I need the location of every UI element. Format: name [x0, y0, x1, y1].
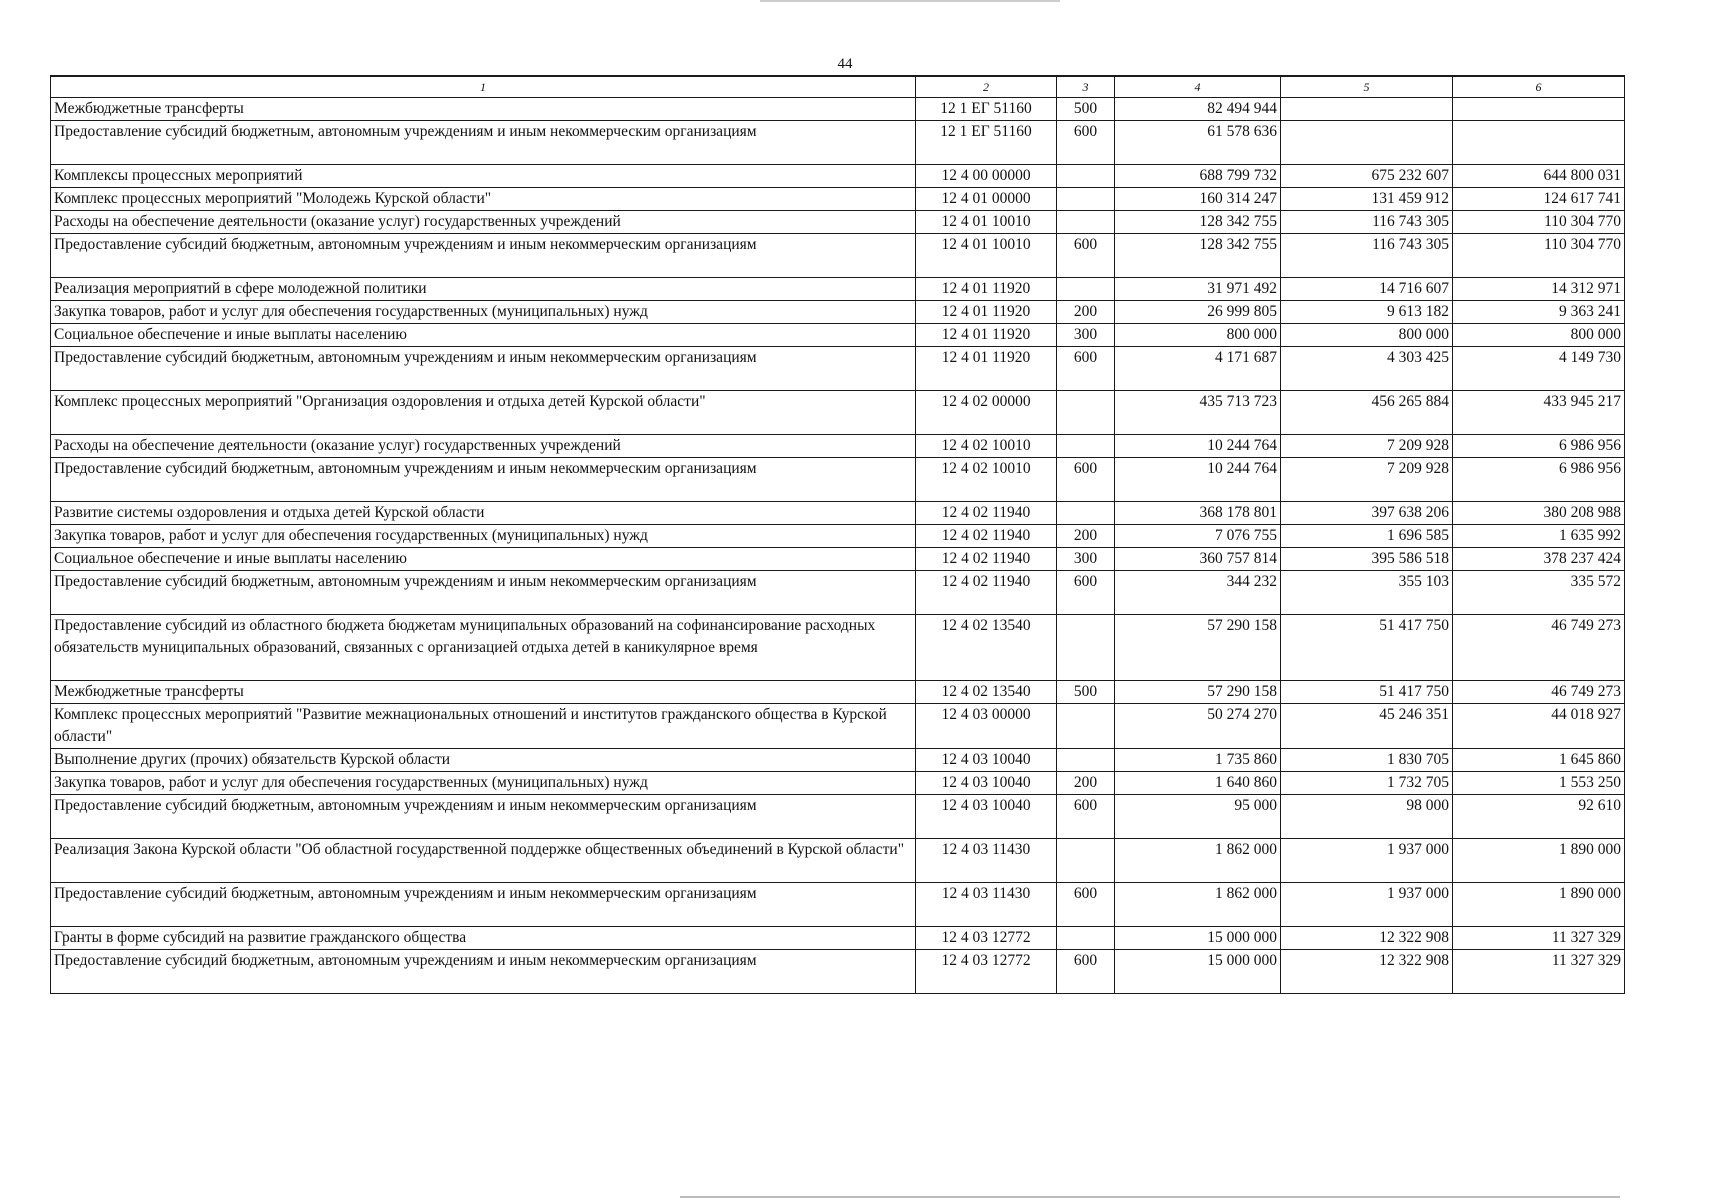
row-expense-type-cell: [1057, 391, 1115, 435]
table-row: [51, 98, 1625, 121]
row-code-cell: 12 4 02 00000: [916, 391, 1057, 435]
table-row: [51, 165, 1625, 188]
row-name-cell: Выполнение других (прочих) обязательств Курской области: [51, 749, 916, 772]
row-expense-type-cell: [1057, 165, 1115, 188]
row-value-col6-cell: 1 553 250: [1453, 772, 1625, 795]
row-value-col4-cell: 1 862 000: [1115, 883, 1281, 927]
row-expense-type-cell: [1057, 927, 1115, 950]
row-name-cell: Предоставление субсидий бюджетным, автономным учреждениям и иным некоммерческим организациям: [51, 121, 916, 165]
table-row: [51, 927, 1625, 950]
table-row: [51, 278, 1625, 301]
row-expense-type-cell: 600: [1057, 121, 1115, 165]
row-value-col5-cell: 116 743 305: [1281, 234, 1453, 278]
row-value-col5-cell: 9 613 182: [1281, 301, 1453, 324]
table-row: [51, 502, 1625, 525]
row-value-col6-cell: 11 327 329: [1453, 950, 1625, 994]
row-value-col6-cell: [1453, 98, 1625, 121]
row-code-cell: 12 1 ЕГ 51160: [916, 121, 1057, 165]
table-row: [51, 211, 1625, 234]
row-code-cell: 12 4 01 11920: [916, 324, 1057, 347]
row-name-cell: Социальное обеспечение и иные выплаты населению: [51, 324, 916, 347]
row-code-cell: 12 4 03 11430: [916, 883, 1057, 927]
row-value-col4-cell: 1 640 860: [1115, 772, 1281, 795]
row-code-cell: 12 1 ЕГ 51160: [916, 98, 1057, 121]
row-value-col6-cell: 46 749 273: [1453, 681, 1625, 704]
table-row: [51, 121, 1625, 165]
row-value-col4-cell: 57 290 158: [1115, 615, 1281, 681]
table-row: [51, 347, 1625, 391]
row-value-col5-cell: 1 830 705: [1281, 749, 1453, 772]
row-value-col6-cell: 11 327 329: [1453, 927, 1625, 950]
table-row: [51, 704, 1625, 749]
table-row: [51, 234, 1625, 278]
row-value-col6-cell: 800 000: [1453, 324, 1625, 347]
column-header: 4: [1115, 76, 1281, 98]
row-expense-type-cell: [1057, 839, 1115, 883]
row-value-col4-cell: 368 178 801: [1115, 502, 1281, 525]
row-value-col4-cell: 26 999 805: [1115, 301, 1281, 324]
row-code-cell: 12 4 03 10040: [916, 749, 1057, 772]
row-expense-type-cell: [1057, 615, 1115, 681]
row-value-col5-cell: 1 937 000: [1281, 839, 1453, 883]
table-row: [51, 571, 1625, 615]
row-value-col4-cell: 128 342 755: [1115, 234, 1281, 278]
row-code-cell: 12 4 00 00000: [916, 165, 1057, 188]
row-value-col6-cell: [1453, 121, 1625, 165]
row-expense-type-cell: 500: [1057, 681, 1115, 704]
row-name-cell: Комплекс процессных мероприятий "Развитие межнациональных отношений и институтов гражданского общества в Курской области": [51, 704, 916, 749]
row-value-col6-cell: 44 018 927: [1453, 704, 1625, 749]
table-row: [51, 615, 1625, 681]
row-expense-type-cell: [1057, 278, 1115, 301]
table-row: [51, 883, 1625, 927]
row-value-col4-cell: 61 578 636: [1115, 121, 1281, 165]
row-expense-type-cell: 600: [1057, 795, 1115, 839]
row-value-col5-cell: [1281, 98, 1453, 121]
row-code-cell: 12 4 01 11920: [916, 301, 1057, 324]
table-row: [51, 772, 1625, 795]
row-value-col5-cell: 1 696 585: [1281, 525, 1453, 548]
row-expense-type-cell: 600: [1057, 234, 1115, 278]
budget-table: [50, 75, 1625, 994]
row-value-col5-cell: 131 459 912: [1281, 188, 1453, 211]
row-code-cell: 12 4 03 00000: [916, 704, 1057, 749]
row-name-cell: Реализация Закона Курской области "Об областной государственной поддержке общественных объединений в Курской области": [51, 839, 916, 883]
row-value-col6-cell: 14 312 971: [1453, 278, 1625, 301]
row-expense-type-cell: [1057, 502, 1115, 525]
row-code-cell: 12 4 02 11940: [916, 548, 1057, 571]
row-code-cell: 12 4 01 10010: [916, 234, 1057, 278]
row-value-col4-cell: 160 314 247: [1115, 188, 1281, 211]
row-value-col4-cell: 688 799 732: [1115, 165, 1281, 188]
row-expense-type-cell: 600: [1057, 950, 1115, 994]
table-row: [51, 435, 1625, 458]
row-value-col4-cell: 10 244 764: [1115, 435, 1281, 458]
row-code-cell: 12 4 02 13540: [916, 681, 1057, 704]
row-expense-type-cell: [1057, 435, 1115, 458]
row-code-cell: 12 4 02 10010: [916, 435, 1057, 458]
row-value-col6-cell: 110 304 770: [1453, 211, 1625, 234]
row-name-cell: Социальное обеспечение и иные выплаты населению: [51, 548, 916, 571]
row-code-cell: 12 4 03 10040: [916, 772, 1057, 795]
table-row: [51, 301, 1625, 324]
row-value-col5-cell: [1281, 121, 1453, 165]
row-expense-type-cell: [1057, 749, 1115, 772]
table-row: [51, 950, 1625, 994]
row-name-cell: Расходы на обеспечение деятельности (оказание услуг) государственных учреждений: [51, 435, 916, 458]
row-name-cell: Предоставление субсидий бюджетным, автономным учреждениям и иным некоммерческим организациям: [51, 571, 916, 615]
row-value-col4-cell: 360 757 814: [1115, 548, 1281, 571]
row-value-col6-cell: 9 363 241: [1453, 301, 1625, 324]
column-header: 1: [51, 76, 916, 98]
row-name-cell: Предоставление субсидий бюджетным, автономным учреждениям и иным некоммерческим организациям: [51, 883, 916, 927]
row-value-col6-cell: 1 890 000: [1453, 883, 1625, 927]
row-name-cell: Предоставление субсидий бюджетным, автономным учреждениям и иным некоммерческим организациям: [51, 347, 916, 391]
row-code-cell: 12 4 01 11920: [916, 347, 1057, 391]
row-value-col5-cell: 355 103: [1281, 571, 1453, 615]
table-row: [51, 681, 1625, 704]
row-value-col4-cell: 800 000: [1115, 324, 1281, 347]
scan-edge-line: [760, 0, 1060, 2]
row-name-cell: Межбюджетные трансферты: [51, 98, 916, 121]
scan-edge-line: [680, 1196, 1620, 1198]
row-name-cell: Предоставление субсидий бюджетным, автономным учреждениям и иным некоммерческим организациям: [51, 950, 916, 994]
row-value-col5-cell: 675 232 607: [1281, 165, 1453, 188]
row-value-col6-cell: 4 149 730: [1453, 347, 1625, 391]
row-value-col6-cell: 644 800 031: [1453, 165, 1625, 188]
row-value-col6-cell: 433 945 217: [1453, 391, 1625, 435]
row-value-col4-cell: 4 171 687: [1115, 347, 1281, 391]
row-expense-type-cell: [1057, 704, 1115, 749]
row-value-col6-cell: 380 208 988: [1453, 502, 1625, 525]
row-expense-type-cell: 200: [1057, 301, 1115, 324]
table-body: [51, 98, 1625, 994]
row-value-col4-cell: 57 290 158: [1115, 681, 1281, 704]
row-value-col4-cell: 15 000 000: [1115, 950, 1281, 994]
column-header: 2: [916, 76, 1057, 98]
column-header: 6: [1453, 76, 1625, 98]
row-value-col4-cell: 1 862 000: [1115, 839, 1281, 883]
row-expense-type-cell: [1057, 188, 1115, 211]
row-code-cell: 12 4 02 13540: [916, 615, 1057, 681]
row-value-col6-cell: 6 986 956: [1453, 435, 1625, 458]
row-name-cell: Комплексы процессных мероприятий: [51, 165, 916, 188]
table-row: [51, 525, 1625, 548]
row-value-col4-cell: 128 342 755: [1115, 211, 1281, 234]
row-name-cell: Предоставление субсидий из областного бюджета бюджетам муниципальных образований на софинансирование расходных обязательств муниципальных образований, связанных с организацией отдыха детей в каникулярное время: [51, 615, 916, 681]
row-value-col6-cell: 110 304 770: [1453, 234, 1625, 278]
row-name-cell: Предоставление субсидий бюджетным, автономным учреждениям и иным некоммерческим организациям: [51, 795, 916, 839]
row-value-col4-cell: 15 000 000: [1115, 927, 1281, 950]
row-expense-type-cell: 600: [1057, 571, 1115, 615]
row-value-col4-cell: 344 232: [1115, 571, 1281, 615]
row-code-cell: 12 4 02 10010: [916, 458, 1057, 502]
row-value-col6-cell: 124 617 741: [1453, 188, 1625, 211]
row-value-col5-cell: 397 638 206: [1281, 502, 1453, 525]
row-value-col5-cell: 51 417 750: [1281, 615, 1453, 681]
row-name-cell: Гранты в форме субсидий на развитие гражданского общества: [51, 927, 916, 950]
row-name-cell: Предоставление субсидий бюджетным, автономным учреждениям и иным некоммерческим организациям: [51, 234, 916, 278]
row-value-col6-cell: 46 749 273: [1453, 615, 1625, 681]
row-value-col5-cell: 1 937 000: [1281, 883, 1453, 927]
row-name-cell: Развитие системы оздоровления и отдыха детей Курской области: [51, 502, 916, 525]
row-expense-type-cell: 600: [1057, 347, 1115, 391]
row-expense-type-cell: 600: [1057, 883, 1115, 927]
header-row: [51, 76, 1625, 98]
row-expense-type-cell: 500: [1057, 98, 1115, 121]
row-value-col6-cell: 1 890 000: [1453, 839, 1625, 883]
row-code-cell: 12 4 03 11430: [916, 839, 1057, 883]
row-value-col4-cell: 82 494 944: [1115, 98, 1281, 121]
row-value-col5-cell: 14 716 607: [1281, 278, 1453, 301]
row-name-cell: Комплекс процессных мероприятий "Молодежь Курской области": [51, 188, 916, 211]
table-row: [51, 458, 1625, 502]
table-row: [51, 839, 1625, 883]
row-code-cell: 12 4 03 12772: [916, 950, 1057, 994]
table-row: [51, 795, 1625, 839]
row-name-cell: Межбюджетные трансферты: [51, 681, 916, 704]
row-value-col4-cell: 31 971 492: [1115, 278, 1281, 301]
row-value-col5-cell: 395 586 518: [1281, 548, 1453, 571]
row-value-col6-cell: 378 237 424: [1453, 548, 1625, 571]
row-value-col4-cell: 50 274 270: [1115, 704, 1281, 749]
table-row: [51, 324, 1625, 347]
row-value-col4-cell: 7 076 755: [1115, 525, 1281, 548]
column-header: 5: [1281, 76, 1453, 98]
row-name-cell: Закупка товаров, работ и услуг для обеспечения государственных (муниципальных) нужд: [51, 772, 916, 795]
row-expense-type-cell: 300: [1057, 548, 1115, 571]
row-expense-type-cell: [1057, 211, 1115, 234]
row-value-col5-cell: 12 322 908: [1281, 927, 1453, 950]
row-value-col5-cell: 1 732 705: [1281, 772, 1453, 795]
row-value-col5-cell: 12 322 908: [1281, 950, 1453, 994]
row-name-cell: Реализация мероприятий в сфере молодежной политики: [51, 278, 916, 301]
row-value-col5-cell: 98 000: [1281, 795, 1453, 839]
row-expense-type-cell: 200: [1057, 525, 1115, 548]
row-code-cell: 12 4 02 11940: [916, 525, 1057, 548]
row-value-col5-cell: 51 417 750: [1281, 681, 1453, 704]
row-name-cell: Предоставление субсидий бюджетным, автономным учреждениям и иным некоммерческим организациям: [51, 458, 916, 502]
row-expense-type-cell: 300: [1057, 324, 1115, 347]
row-code-cell: 12 4 01 10010: [916, 211, 1057, 234]
row-name-cell: Расходы на обеспечение деятельности (оказание услуг) государственных учреждений: [51, 211, 916, 234]
row-value-col5-cell: 456 265 884: [1281, 391, 1453, 435]
row-value-col5-cell: 7 209 928: [1281, 458, 1453, 502]
row-value-col5-cell: 45 246 351: [1281, 704, 1453, 749]
row-value-col4-cell: 10 244 764: [1115, 458, 1281, 502]
row-value-col6-cell: 1 645 860: [1453, 749, 1625, 772]
row-code-cell: 12 4 02 11940: [916, 571, 1057, 615]
row-code-cell: 12 4 01 11920: [916, 278, 1057, 301]
row-value-col5-cell: 4 303 425: [1281, 347, 1453, 391]
row-value-col5-cell: 800 000: [1281, 324, 1453, 347]
row-value-col4-cell: 1 735 860: [1115, 749, 1281, 772]
row-value-col5-cell: 116 743 305: [1281, 211, 1453, 234]
row-value-col6-cell: 1 635 992: [1453, 525, 1625, 548]
row-value-col6-cell: 92 610: [1453, 795, 1625, 839]
row-code-cell: 12 4 02 11940: [916, 502, 1057, 525]
row-name-cell: Комплекс процессных мероприятий "Организация оздоровления и отдыха детей Курской области": [51, 391, 916, 435]
row-value-col5-cell: 7 209 928: [1281, 435, 1453, 458]
row-name-cell: Закупка товаров, работ и услуг для обеспечения государственных (муниципальных) нужд: [51, 301, 916, 324]
row-code-cell: 12 4 03 10040: [916, 795, 1057, 839]
column-header: 3: [1057, 76, 1115, 98]
row-expense-type-cell: 200: [1057, 772, 1115, 795]
row-value-col6-cell: 6 986 956: [1453, 458, 1625, 502]
table-row: [51, 749, 1625, 772]
row-value-col6-cell: 335 572: [1453, 571, 1625, 615]
page-number: 44: [837, 56, 853, 72]
row-expense-type-cell: 600: [1057, 458, 1115, 502]
row-code-cell: 12 4 03 12772: [916, 927, 1057, 950]
row-value-col4-cell: 95 000: [1115, 795, 1281, 839]
row-name-cell: Закупка товаров, работ и услуг для обеспечения государственных (муниципальных) нужд: [51, 525, 916, 548]
table-row: [51, 548, 1625, 571]
row-code-cell: 12 4 01 00000: [916, 188, 1057, 211]
row-value-col4-cell: 435 713 723: [1115, 391, 1281, 435]
table-row: [51, 391, 1625, 435]
table-row: [51, 188, 1625, 211]
